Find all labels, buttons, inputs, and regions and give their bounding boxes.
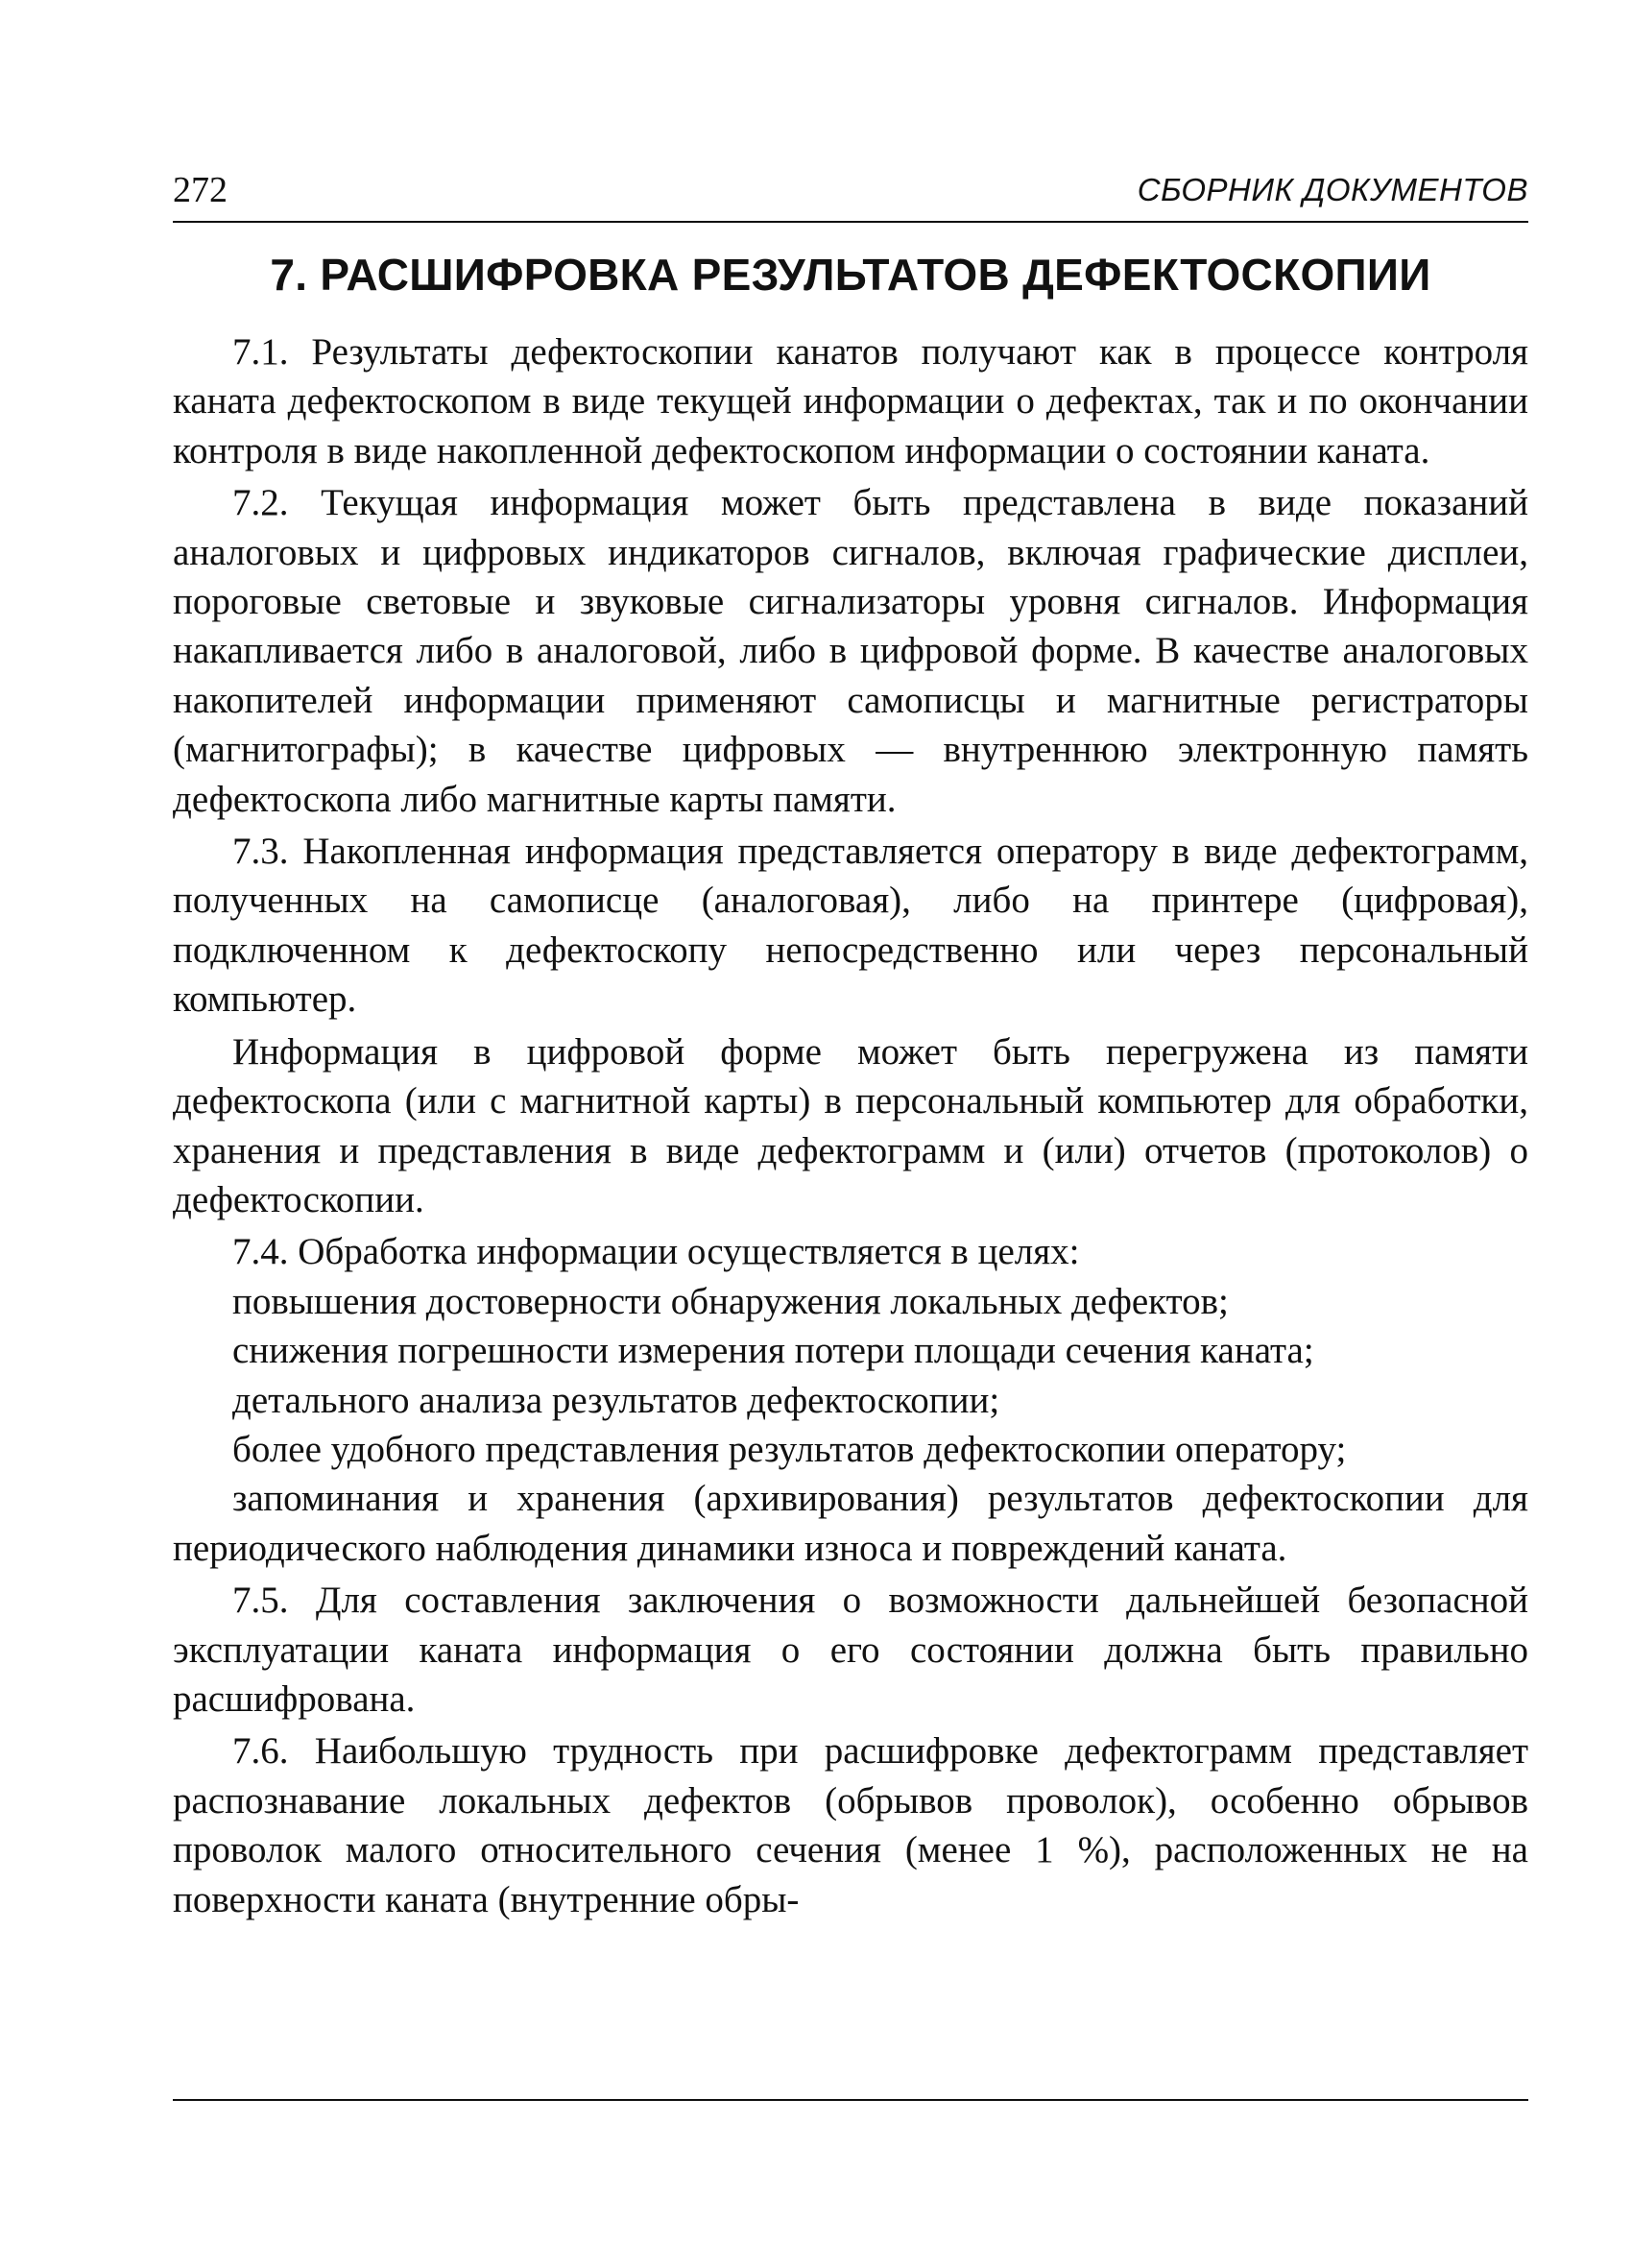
list-item: детального анализа результатов дефектоскопии; <box>232 1379 1000 1421</box>
footer-divider <box>173 2099 1528 2101</box>
section-title: 7. РАСШИФРОВКА РЕЗУЛЬТАТОВ ДЕФЕКТОСКОПИИ <box>270 250 1431 300</box>
paragraph-7-3-continued: Информация в цифровой форме может быть перегружена из памяти дефектоскопа (или с магнитной карты) в персональный компьютер для обработки, хранения и представления в виде дефектограмм и (или) отчетов (протоколов) о дефектоскопии. <box>173 1030 1528 1220</box>
page-number: 272 <box>173 170 228 210</box>
list-item: более удобного представления результатов дефектоскопии оператору; <box>232 1428 1347 1470</box>
paragraph-7-6: 7.6. Наибольшую трудность при расшифровке дефектограмм представляет распознавание локальных дефектов (обрывов проволок), особенно обрывов проволок малого относительного сечения (менее 1 %), расположенных не на поверхности каната (внутренние обры- <box>173 1730 1528 1920</box>
running-title: СБОРНИК ДОКУМЕНТОВ <box>1137 172 1528 207</box>
paragraph-7-2: 7.2. Текущая информация может быть представлена в виде показаний аналоговых и цифровых индикаторов сигналов, включая графические дисплеи, пороговые световые и звуковые сигнализаторы уровня сигналов. Информация накапливается либо в аналоговой, либо в цифровой форме. В качестве аналоговых накопителей информации применяют самописцы и магнитные регистраторы (магнитографы); в качестве цифровых — внутреннюю электронную память дефектоскопа либо магнитные карты памяти. <box>173 482 1528 820</box>
list-item: запоминания и хранения (архивирования) результатов дефектоскопии для периодического наблюдения динамики износа и повреждений каната. <box>173 1478 1528 1569</box>
list-item: снижения погрешности измерения потери площади сечения каната; <box>232 1330 1314 1372</box>
paragraph-7-4: 7.4. Обработка информации осуществляется в целях: <box>232 1231 1080 1273</box>
body-text <box>173 327 1528 1924</box>
list-item: повышения достоверности обнаружения локальных дефектов; <box>232 1280 1229 1322</box>
paragraph-7-3: 7.3. Накопленная информация представляется оператору в виде дефектограмм, полученных на самописце (аналоговая), либо на принтере (цифровая), подключенном к дефектоскопу непосредственно или через персональный компьютер. <box>173 831 1528 1021</box>
paragraph-7-1: 7.1. Результаты дефектоскопии канатов получают как в процессе контроля каната дефектоскопом в виде текущей информации о дефектах, так и по окончании контроля в виде накопленной дефектоскопом информации о состоянии каната. <box>173 331 1528 471</box>
page-header <box>173 165 1528 223</box>
paragraph-7-5: 7.5. Для составления заключения о возможности дальнейшей безопасной эксплуатации каната информация о его состоянии должна быть правильно расшифрована. <box>173 1580 1528 1720</box>
